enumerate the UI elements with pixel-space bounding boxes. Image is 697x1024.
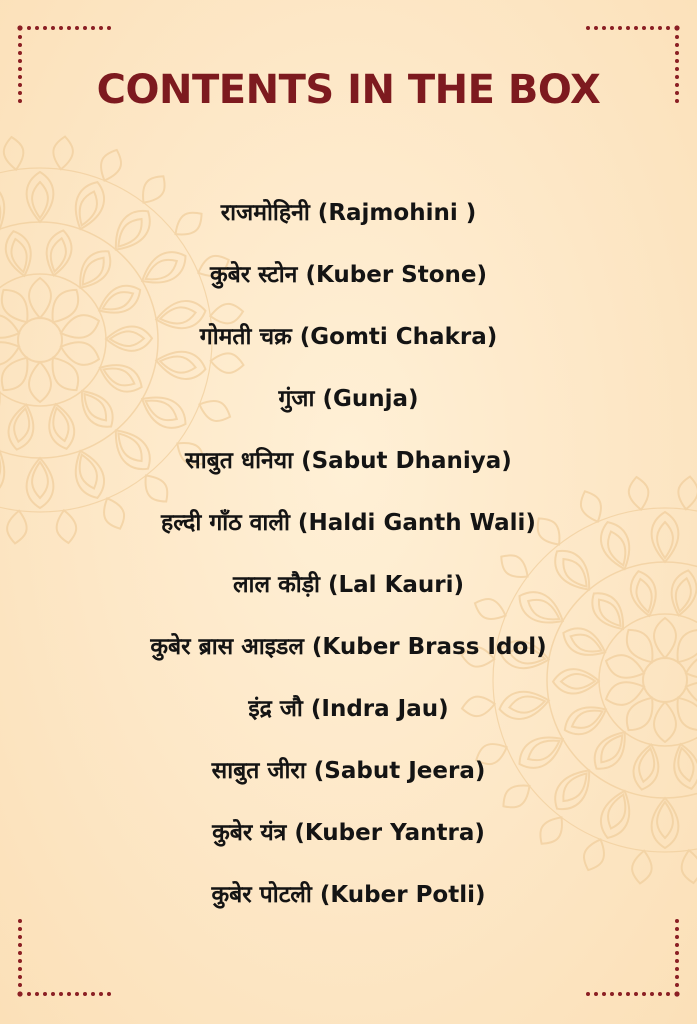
list-item: इंद्र जौ (Indra Jau) — [248, 696, 449, 722]
list-item: साबुत धनिया (Sabut Dhaniya) — [185, 448, 512, 474]
list-item: गुंजा (Gunja) — [278, 386, 419, 412]
list-item: कुबेर पोटली (Kuber Potli) — [211, 882, 486, 908]
list-item: साबुत जीरा (Sabut Jeera) — [211, 758, 486, 784]
page-title: CONTENTS IN THE BOX — [96, 67, 601, 113]
list-item: कुबेर ब्रास आइडल (Kuber Brass Idol) — [150, 634, 547, 660]
list-item: कुबेर स्टोन (Kuber Stone) — [209, 262, 488, 288]
list-item: हल्दी गाँठ वाली (Haldi Ganth Wali) — [161, 510, 536, 536]
contents-list — [0, 182, 697, 926]
list-item: राजमोहिनी (Rajmohini ) — [220, 200, 477, 226]
list-item: गोमती चक्र (Gomti Chakra) — [199, 324, 498, 350]
list-item: लाल कौड़ी (Lal Kauri) — [232, 572, 465, 598]
list-item: कुबेर यंत्र (Kuber Yantra) — [212, 820, 485, 846]
